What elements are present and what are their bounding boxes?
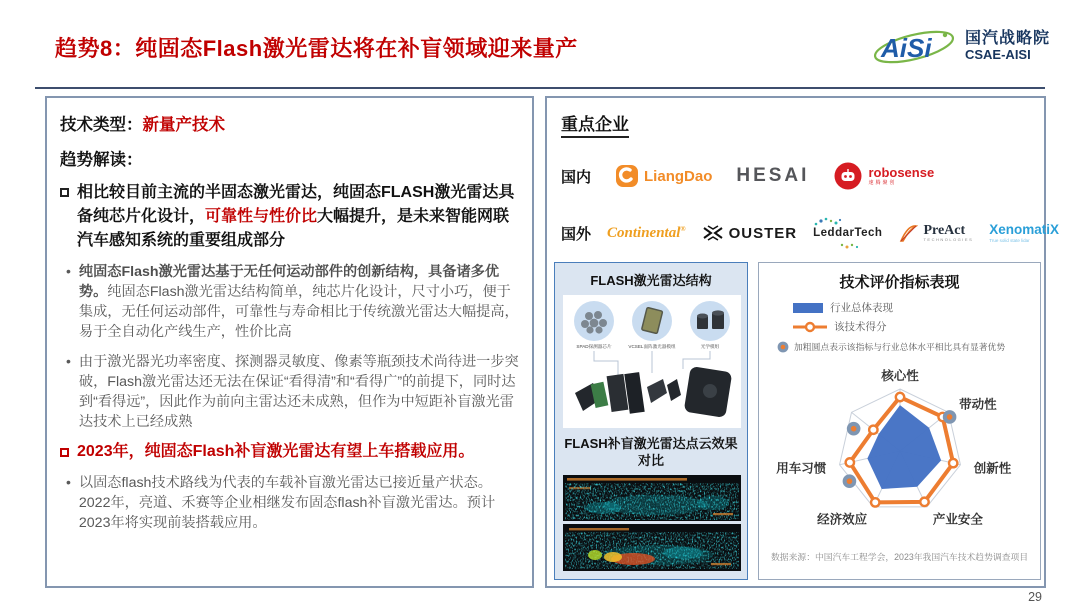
dot-bullet-icon: •: [66, 263, 71, 279]
legend-tech-score: [793, 319, 1034, 334]
svg-text:带动性: 带动性: [959, 397, 997, 412]
tech-type-line: [60, 111, 519, 135]
robosense-logo-icon: [833, 161, 863, 191]
domestic-label: 国内: [561, 168, 592, 186]
preact-logo-text: PreAct: [923, 223, 966, 238]
leddartech-dots-icon: [839, 242, 863, 250]
key-companies-panel: [545, 96, 1060, 588]
domestic-companies-row: [561, 148, 1036, 204]
pointcloud-comparison-image: [563, 475, 741, 576]
bullet-text: 相比较目前主流的半固态激光雷达，纯固态FLASH激光雷达具备纯芯片化设计，: [77, 184, 515, 225]
tech-evaluation-box: [758, 262, 1041, 580]
aisi-logo-icon: [871, 24, 957, 68]
brand-name-cn: 国汽战略院: [964, 30, 1050, 48]
bullet-highlight: 可靠性与性价比: [205, 208, 318, 225]
foreign-companies-row: [561, 210, 1060, 256]
continental-logo: [607, 225, 686, 242]
data-source-text: 数据来源：中国汽车工程学会，2023年我国汽车技术趋势调查项目: [771, 552, 1029, 562]
component-label-vcsel: VCSEL面阵激光器模组: [628, 344, 676, 350]
square-bullet-icon: [60, 448, 69, 457]
square-bullet-1-text: [77, 181, 519, 253]
ouster-logo-icon: [702, 225, 724, 241]
hesai-logo: [736, 165, 809, 187]
tech-type-value: 新量产技术: [142, 116, 225, 134]
dot-bullet-2-text: 由于激光器光功率密度、探测器灵敏度、像素等瓶颈技术尚待进一步突破，Flash激光雷达还无法在保证“看得清”和“看得广”的前提下，同时达到“看得远”，因此作为前向主雷达还未成熟，但作为中短距补盲激光雷达技术上已经成熟: [78, 353, 519, 431]
trend-analysis-panel: [45, 96, 534, 588]
liangdao-logo: [615, 164, 712, 188]
aisi-logo-text: AiSi: [880, 33, 932, 63]
dot-bullet-icon: •: [66, 473, 71, 490]
legend-industry: [793, 300, 1034, 315]
header: [55, 24, 1050, 68]
radar-legend: [793, 300, 1034, 334]
brand-name-en: CSAE-AISI: [964, 46, 1031, 62]
square-bullet-2-text: 2023年，纯固态Flash补盲激光雷达有望上车搭载应用。: [77, 443, 475, 461]
key-companies-title: 重点企业: [561, 110, 629, 138]
radar-note: [777, 340, 1034, 353]
leddartech-dots-icon: [813, 217, 843, 227]
component-label-optics: 光学模组: [700, 344, 720, 350]
continental-name: Continental: [607, 224, 681, 241]
dot-bullet-3-text: 以固态flash技术路线为代表的车载补盲激光雷达已接近量产状态。2022年，亮道、禾赛等企业相继发布固态flash补盲激光雷达。预计2023年将实现前装搭载应用。: [78, 474, 496, 531]
robosense-cn-text: 速腾聚创: [868, 180, 897, 186]
radar-chart: [765, 353, 1035, 541]
flash-structure-diagram: [563, 295, 741, 428]
tech-type-label: 技术类型：: [60, 116, 143, 134]
component-label-spad: SPAD探测器芯片: [576, 344, 612, 350]
tech-score-swatch-icon: [793, 321, 827, 333]
page-number: 29: [1028, 590, 1042, 604]
radar-note-text: 加粗圆点表示该指标与行业总体水平相比具有显著优势: [794, 342, 1006, 352]
bullet-text: 大幅提升，是未来智能网联汽车感知系统的重要组成部分: [77, 208, 510, 249]
page-title: 趋势8：纯固态Flash激光雷达将在补盲领域迎来量产: [55, 36, 578, 61]
dot-bullet-1-text: [79, 262, 519, 343]
preact-sub-text: TECHNOLOGIES: [923, 237, 974, 242]
dot-bullet-3: [60, 473, 519, 533]
legend-tech-score-label: 该技术得分: [834, 321, 887, 333]
legend-industry-label: 行业总体表现: [830, 302, 893, 314]
industry-swatch-icon: [793, 303, 823, 313]
title-divider: [35, 87, 1045, 89]
svg-text:经济效应: 经济效应: [817, 512, 868, 527]
ouster-logo-text: OUSTER: [728, 224, 798, 242]
pointcloud-box-title: FLASH补盲激光雷达点云效果对比: [564, 436, 738, 468]
hesai-logo-text: HESAI: [736, 165, 810, 186]
bullet-text: 纯固态Flash激光雷达结构简单，纯芯片化设计，尺寸小巧，便于集成，无任何运动部件，可靠性与寿命相比于传统激光雷达大幅提高，易于全自动化产线生产，性价比高: [78, 284, 519, 341]
svg-text:核心性: 核心性: [881, 368, 919, 383]
continental-logo-text: [607, 225, 686, 242]
preact-logo-icon: [898, 223, 918, 243]
bullet-bold-text: 纯固态Flash激光雷达基于无任何运动部件的创新结构，具备诸多优势。: [78, 264, 500, 301]
flash-structure-box: [554, 262, 748, 580]
svg-text:产业安全: 产业安全: [932, 512, 983, 527]
ouster-logo: [702, 225, 798, 242]
dot-bullet-2: [60, 352, 519, 433]
radar-chart-title: 技术评价指标表现: [839, 274, 960, 291]
xenomatix-tagline-text: True solid state lidar: [989, 237, 1030, 243]
xenomatix-logo: [989, 223, 1059, 243]
lidar-structure-image: [563, 295, 741, 423]
svg-text:用车习惯: 用车习惯: [776, 461, 827, 476]
liangdao-logo-icon: [615, 164, 639, 188]
robosense-logo-text: robosense: [868, 165, 935, 180]
bold-dot-icon: [777, 341, 789, 353]
foreign-label: 国外: [561, 225, 592, 243]
square-bullet-2: [60, 441, 519, 463]
leddartech-logo-text: LeddarTech: [813, 227, 883, 239]
structure-box-title: FLASH激光雷达结构: [590, 273, 712, 288]
liangdao-logo-text: LiangDao: [644, 167, 713, 185]
square-bullet-icon: [60, 188, 69, 197]
registered-mark: ®: [680, 224, 686, 233]
trend-section-label: 趋势解读：: [60, 151, 143, 169]
pointcloud-image: [563, 475, 741, 571]
svg-text:创新性: 创新性: [973, 461, 1012, 476]
dot-bullet-icon: •: [66, 352, 71, 369]
preact-logo: [898, 223, 973, 243]
leddartech-logo: [813, 219, 882, 247]
robosense-logo: [833, 161, 934, 191]
square-bullet-1: [60, 181, 519, 253]
csae-aisi-logo: [871, 24, 1050, 68]
dot-bullet-1: [60, 262, 519, 343]
xenomatix-logo-text: XenomatiX: [989, 222, 1060, 237]
